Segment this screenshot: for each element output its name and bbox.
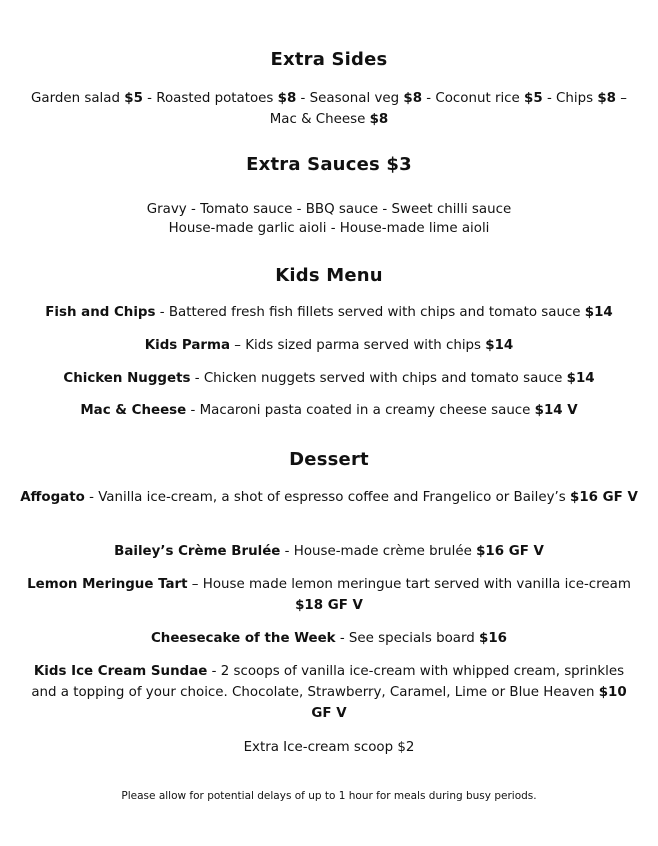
sauces-line-2: House-made garlic aioli - House-made lime aioli <box>168 221 490 236</box>
extra-sides-list: Garden salad $5 - Roasted potatoes $8 - Seasonal veg $8 - Coconut rice $5 - Chips $8 – Mac & Cheese $8 <box>31 91 627 127</box>
kids-menu-heading: Kids Menu <box>275 265 383 286</box>
kids-menu-item: Fish and Chips - Battered fresh fish fillets served with chips and tomato sauce $14 <box>45 305 613 320</box>
kids-menu-item: Kids Parma – Kids sized parma served with chips $14 <box>144 338 514 353</box>
extra-scoop-line: Extra Ice-cream scoop $2 <box>243 740 415 755</box>
side-item: Seasonal veg $8 <box>309 91 423 106</box>
footer-note: Please allow for potential delays of up to 1 hour for meals during busy periods. <box>121 790 537 802</box>
side-item: Coconut rice $5 <box>435 91 543 106</box>
side-item: Mac & Cheese $8 <box>269 112 389 127</box>
dessert-item: Bailey’s Crème Brulée - House-made crème brulée $16 GF V <box>114 544 544 559</box>
dessert-item: Kids Ice Cream Sundae - 2 scoops of vanilla ice-cream with whipped cream, sprinkles and a topping of your choice. Chocolate, Strawberry, Caramel, Lime or Blue Heaven $10 GF V <box>31 664 627 721</box>
dessert-heading: Dessert <box>289 449 369 470</box>
dessert-item: Affogato - Vanilla ice-cream, a shot of espresso coffee and Frangelico or Bailey’s $16 GF V <box>20 490 638 505</box>
kids-menu-item: Chicken Nuggets - Chicken nuggets served with chips and tomato sauce $14 <box>63 371 595 386</box>
side-item: Chips $8 <box>556 91 616 106</box>
extra-sauces-heading: Extra Sauces $3 <box>246 154 412 175</box>
side-item: Garden salad $5 <box>31 91 143 106</box>
kids-menu-item: Mac & Cheese - Macaroni pasta coated in a creamy cheese sauce $14 V <box>80 403 578 418</box>
sauces-line-1: Gravy - Tomato sauce - BBQ sauce - Sweet chilli sauce <box>146 202 512 217</box>
dessert-item: Lemon Meringue Tart – House made lemon meringue tart served with vanilla ice-cream $18 GF V <box>27 577 631 613</box>
extra-sides-heading: Extra Sides <box>270 49 388 70</box>
dessert-item: Cheesecake of the Week - See specials board $16 <box>150 631 507 646</box>
side-item: Roasted potatoes $8 <box>156 91 297 106</box>
